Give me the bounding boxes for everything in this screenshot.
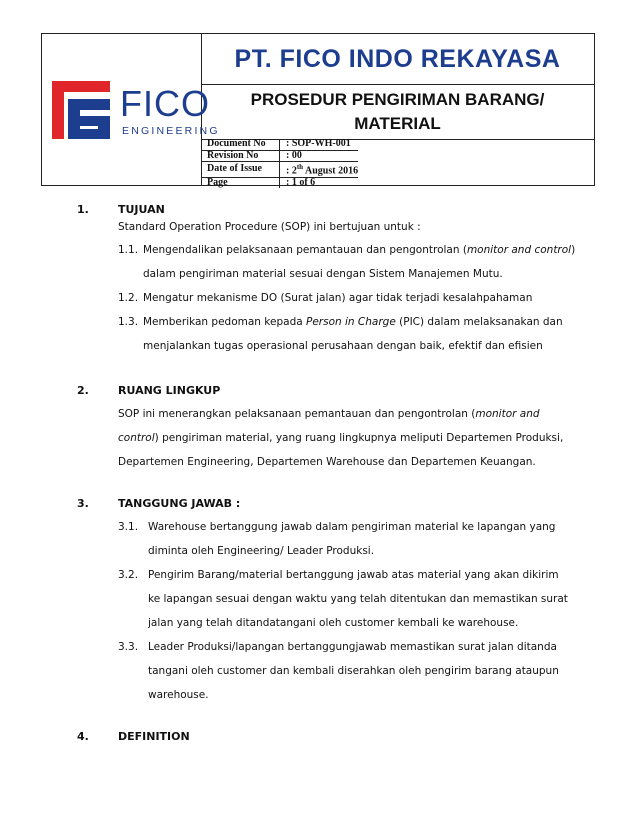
document-meta-table [201,139,358,188]
meta-value: : SOP-WH-001 [280,139,359,150]
date-superscript: th [296,163,304,171]
text-run: Mengendalikan pelaksanaan pemantauan dan pengontrolan ( [143,244,467,256]
document-header [41,33,595,186]
list-number: 1.2. [118,292,139,304]
paragraph-line: Departemen Engineering, Departemen Warehouse dan Departemen Keuangan. [118,456,536,468]
meta-row [201,150,358,162]
paragraph-line [118,431,563,445]
section-number: 2. [77,384,89,397]
list-item-continuation: menjalankan tugas operasional perusahaan dengan baik, efektif dan efisien [143,340,543,352]
section-title: TANGGUNG JAWAB : [118,497,241,510]
meta-row [201,177,358,188]
meta-value [280,162,359,178]
section-title: RUANG LINGKUP [118,384,221,397]
emphasis: monitor and control [466,244,572,256]
text-run: (PIC) dalam melaksanakan dan [395,316,563,328]
company-cell [201,34,594,85]
list-number: 3.1. [118,521,139,533]
logo-cell [42,34,220,185]
text-run: Leader Produksi/lapangan bertanggungjawab memastikan surat jalan ditanda [148,641,557,653]
list-item [118,292,532,304]
text-run: Warehouse bertanggung jawab dalam pengiriman material ke lapangan yang [148,521,556,533]
list-item-continuation: dalam pengiriman material sesuai dengan Sistem Manajemen Mutu. [143,268,503,280]
section-number: 3. [77,497,89,510]
section-number: 4. [77,730,89,743]
list-item-continuation: ke lapangan sesuai dengan waktu yang telah ditentukan dan memastikan surat [148,593,568,605]
text-run: Mengatur mekanisme DO (Surat jalan) agar tidak terjadi kesalahpahaman [143,292,533,304]
meta-key: Revision No [201,150,280,162]
list-number: 3.2. [118,569,139,581]
logo-subtitle: ENGINEERING [122,125,220,137]
title-cell [201,84,594,140]
date-prefix: : 2 [286,165,297,177]
section-1-intro: Standard Operation Procedure (SOP) ini bertujuan untuk : [118,221,421,233]
section-title: TUJUAN [118,203,165,216]
section-title: DEFINITION [118,730,190,743]
logo-wordmark: FICO [120,83,210,124]
text-run: SOP ini menerangkan pelaksanaan pemantauan dan pengontrolan ( [118,408,476,420]
list-number: 1.1. [118,244,139,256]
section-number: 1. [77,203,89,216]
text-run: ) pengiriman material, yang ruang lingkupnya meliputi Departemen Produksi, [154,432,564,444]
emphasis: control [118,432,155,444]
meta-value: : 1 of 6 [286,176,316,188]
text-run: ) [571,244,576,256]
list-item-continuation: diminta oleh Engineering/ Leader Produksi. [148,545,375,557]
meta-key: Document No [201,139,280,150]
meta-row [201,139,358,150]
list-number: 3.3. [118,641,139,653]
document-title: PROSEDUR PENGIRIMAN BARANG/ MATERIAL [250,89,545,133]
company-name: PT. FICO INDO REKAYASA [234,44,561,73]
meta-row [201,162,358,178]
meta-key: Page [201,177,280,188]
list-item-continuation: jalan yang telah ditandatangani oleh customer kembali ke warehouse. [148,617,519,629]
text-run: Pengirim Barang/material bertanggung jawab atas material yang akan dikirim [148,569,559,581]
date-suffix: August 2016 [303,165,359,177]
list-item [118,316,563,328]
text-run: Memberikan pedoman kepada [143,316,307,328]
fico-logo-mark [52,81,112,141]
meta-key: Date of Issue [201,162,280,178]
list-item-continuation: warehouse. [148,689,209,701]
emphasis: monitor and [475,408,540,420]
list-item [118,244,575,256]
list-number: 1.3. [118,316,139,328]
meta-value: : 00 [280,150,359,162]
paragraph-line [118,407,540,421]
list-item-continuation: tangani oleh customer dan kembali diserahkan oleh pengirim barang ataupun [148,665,559,677]
emphasis: Person in Charge [306,316,396,328]
